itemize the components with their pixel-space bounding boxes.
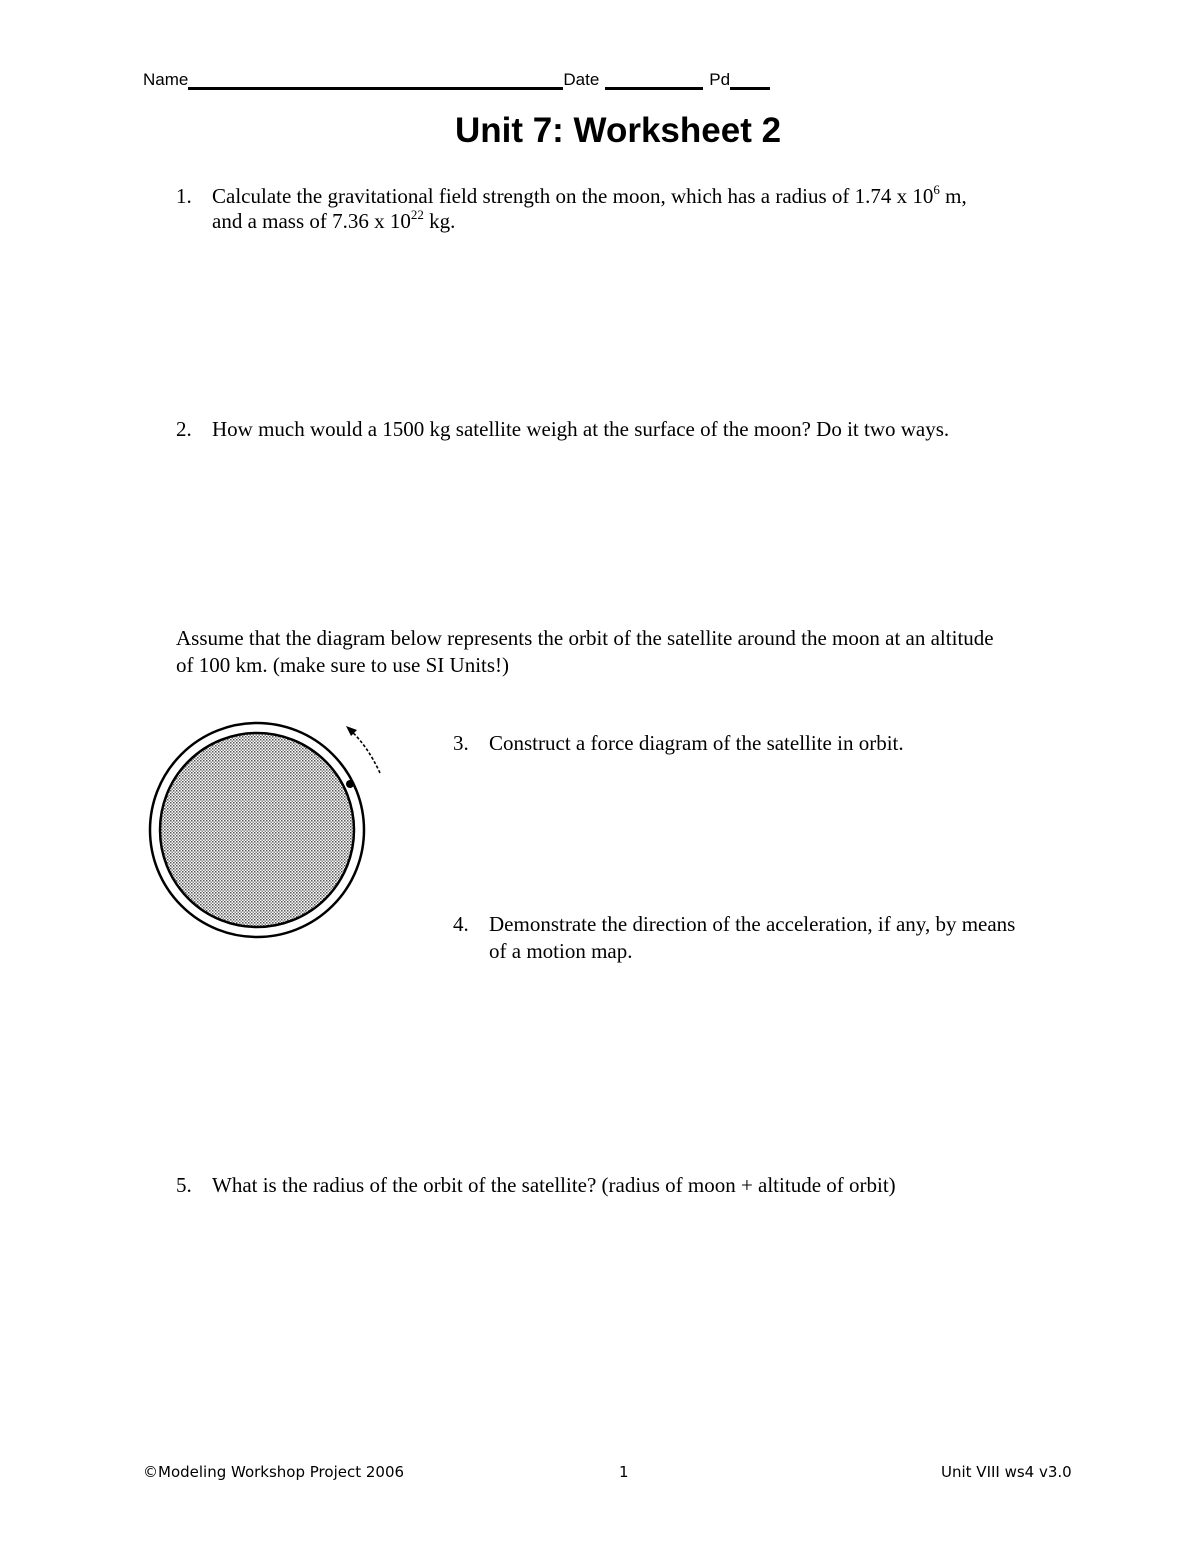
question-number: 3. (453, 731, 469, 755)
question-text: What is the radius of the orbit of the satellite? (radius of moon + altitude of orbit) (212, 1173, 896, 1197)
question-1 (176, 183, 1116, 243)
question-3 (453, 730, 1153, 760)
question-text: Calculate the gravitational field strength on the moon, which has a radius of 1.74 x $10^6$ m, (212, 182, 967, 208)
question-number: 1. (176, 184, 192, 208)
question-4 (453, 911, 1153, 971)
orbit-diagram (140, 715, 400, 950)
question-5 (176, 1172, 1116, 1202)
footer-copyright: ©Modeling Workshop Project 2006 (143, 1463, 405, 1481)
assumption-paragraph: Assume that the diagram below represents the orbit of the satellite around the moon at an altitude of 100 km. (make sure to use SI Units!) (176, 626, 994, 677)
direction-arrow (350, 730, 380, 773)
date-label: Date (563, 70, 600, 89)
footer-page-number: 1 (619, 1463, 629, 1481)
period-label: Pd (709, 70, 731, 89)
question-number: 4. (453, 912, 469, 936)
date-field[interactable] (605, 71, 703, 90)
question-text-cont: of a motion map. (489, 939, 633, 963)
moon-circle (160, 733, 354, 927)
name-field[interactable] (188, 71, 563, 90)
question-text-cont: and a mass of 7.36 x $10^{22}$ kg. (212, 207, 456, 233)
footer-version: Unit VIII ws4 v3.0 (941, 1463, 1072, 1481)
page-title: Unit 7: Worksheet 2 (454, 111, 782, 150)
question-text: Demonstrate the direction of the acceleration, if any, by means (489, 912, 1016, 936)
question-2 (176, 416, 1116, 446)
question-number: 5. (176, 1173, 192, 1197)
student-info-line (143, 70, 770, 90)
question-text: Construct a force diagram of the satellite in orbit. (489, 731, 904, 755)
question-text: How much would a 1500 kg satellite weigh at the surface of the moon? Do it two ways. (212, 417, 950, 441)
question-number: 2. (176, 417, 192, 441)
name-label: Name (143, 70, 189, 89)
period-field[interactable] (730, 71, 770, 90)
satellite-dot (346, 780, 354, 788)
